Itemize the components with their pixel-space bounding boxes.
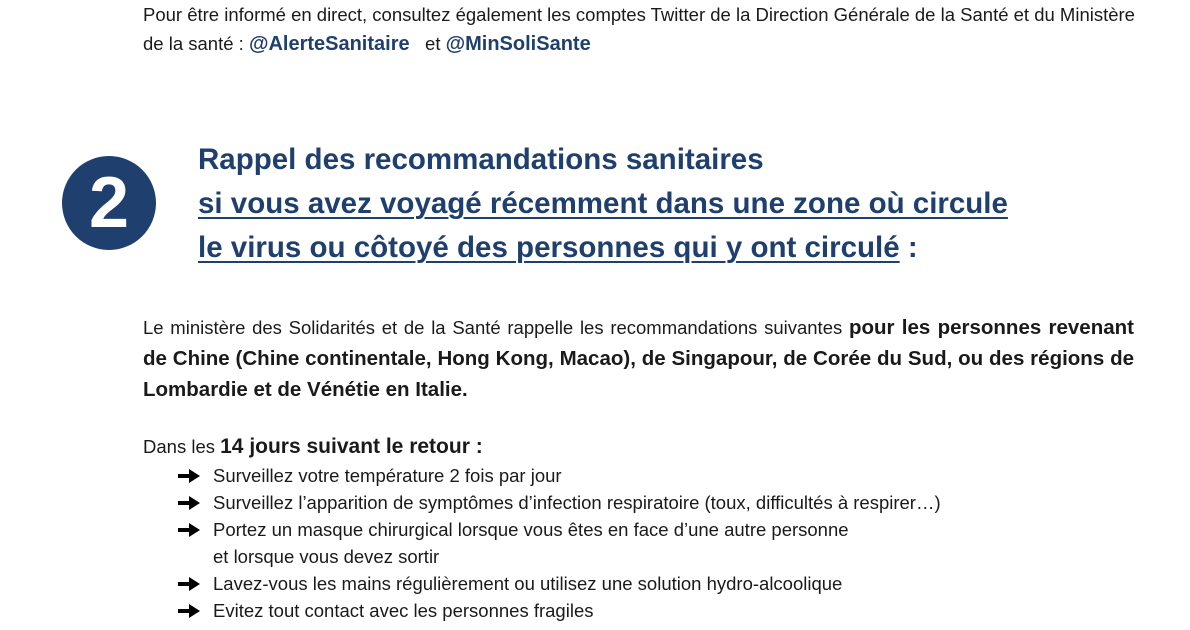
list-item [178,462,941,489]
heading-colon: : [899,231,918,264]
list-item-text: Surveillez votre température 2 fois par jour [213,465,562,486]
arrow-right-icon [178,604,200,618]
heading-line-1: Rappel des recommandations sanitaires [198,143,764,176]
section-number-badge [62,156,156,250]
section-number: 2 [88,163,130,243]
twitter-handle-alerte-sanitaire[interactable]: @AlerteSanitaire [248,33,410,55]
period-line [143,432,1143,462]
recommendation-paragraph [143,312,1134,405]
list-item-text: Surveillez l’apparition de symptômes d’infection respiratoire (toux, difficultés à respirer…) [213,492,941,513]
list-item-text: Evitez tout contact avec les personnes fragiles [213,600,594,621]
intro-paragraph [143,0,1143,59]
list-item [178,489,941,516]
list-item [178,597,941,624]
arrow-right-icon [178,496,200,510]
list-item [178,570,941,597]
arrow-right-icon [178,523,200,537]
period-prefix: Dans les [143,436,221,457]
recommendation-list [178,462,941,624]
intro-connector: et [425,33,441,54]
period-bold: 14 jours suivant le retour : [220,435,483,458]
list-item-text-continued: et lorsque vous devez sortir [213,546,440,567]
intro-text: Pour être informé en direct, consultez également les comptes Twitter de la Direction Générale de la Santé et du Ministère de la santé : [143,4,1135,54]
twitter-handle-min-soli-sante[interactable]: @MinSoliSante [445,33,591,55]
list-item [178,516,941,570]
list-item-text: Lavez-vous les mains régulièrement ou utilisez une solution hydro-alcoolique [213,573,843,594]
arrow-right-icon [178,577,200,591]
section-heading [198,138,1098,270]
paragraph-bold: pour les personnes revenant de Chine (Chine continentale, Hong Kong, Macao), de Singapour, de Corée du Sud, ou des régions de Lombardie et de Vénétie en Italie. [143,316,1134,401]
heading-line-3: le virus ou côtoyé des personnes qui y ont circulé [198,231,900,264]
list-item-text: Portez un masque chirurgical lorsque vous êtes en face d’une autre personne [213,519,849,540]
arrow-right-icon [178,469,200,483]
paragraph-plain: Le ministère des Solidarités et de la Santé rappelle les recommandations suivantes [143,317,849,338]
heading-line-2: si vous avez voyagé récemment dans une zone où circule [198,187,1008,220]
